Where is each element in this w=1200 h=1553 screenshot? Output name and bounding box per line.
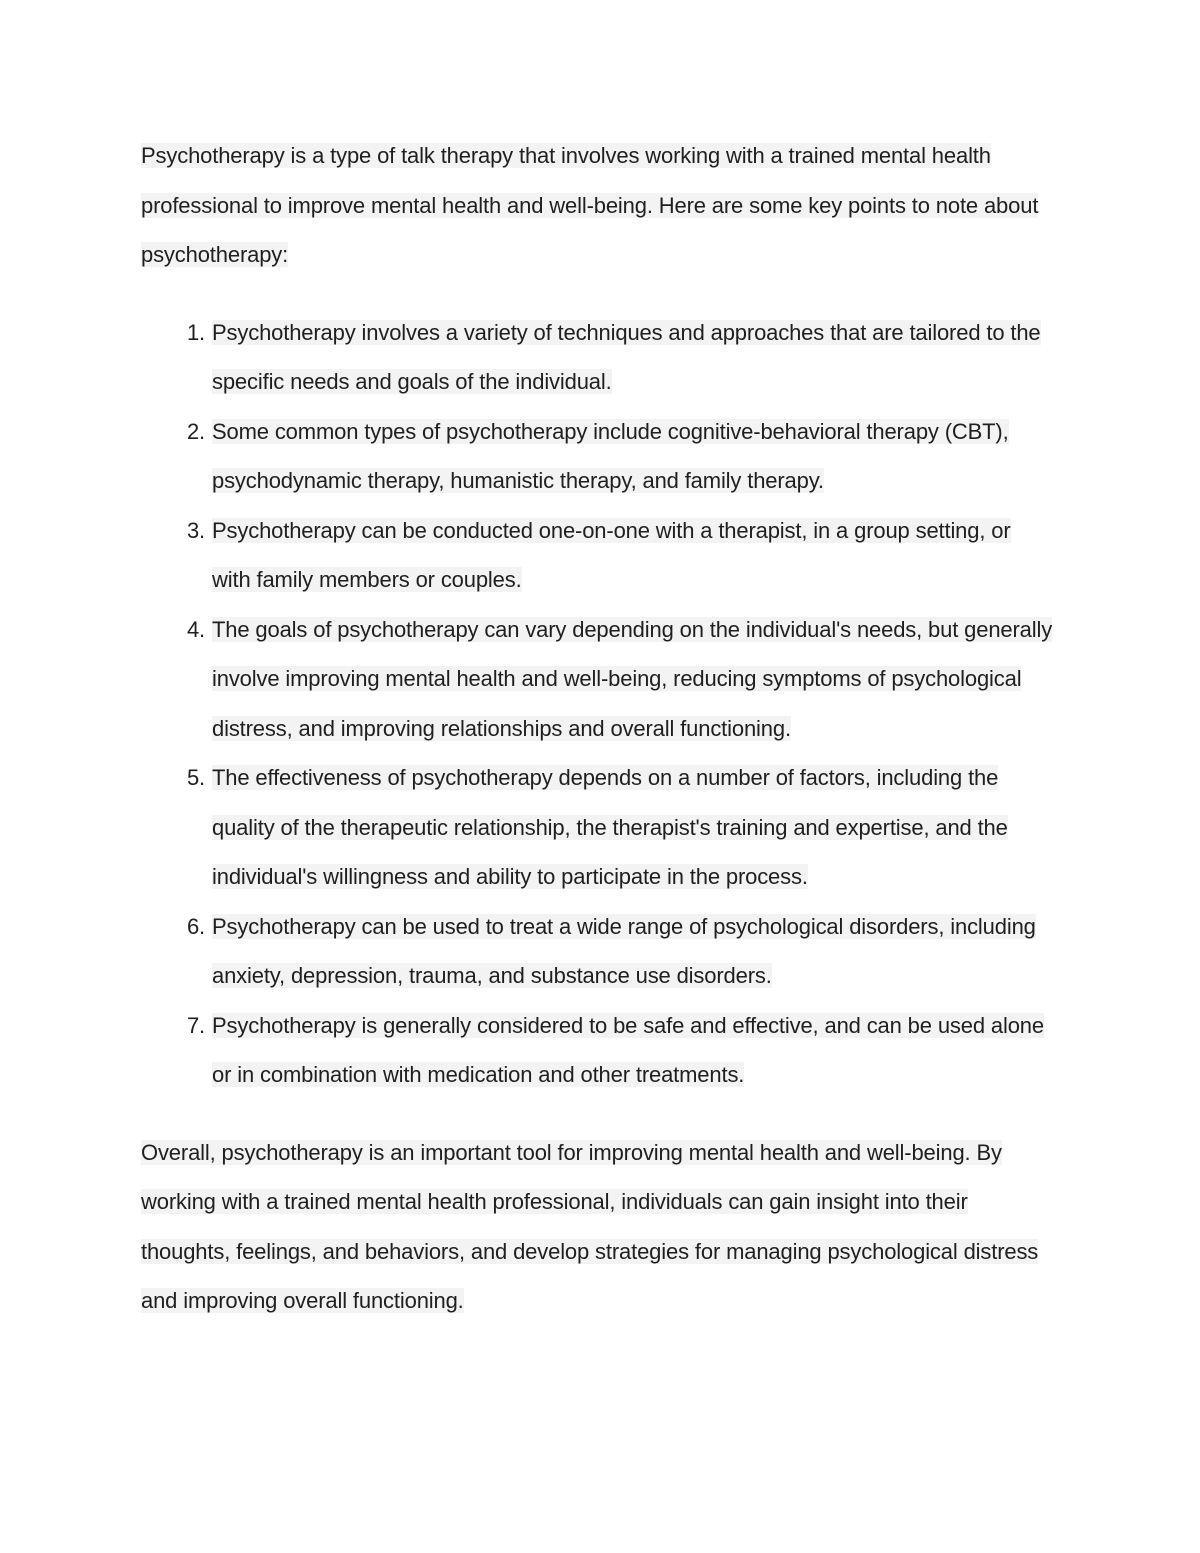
list-item-text: Psychotherapy can be used to treat a wide range of psychological disorders, including anxiety, depression, trauma, and substance use disorders. xyxy=(212,913,1036,988)
document-body xyxy=(141,131,1053,1326)
list-number: 4. xyxy=(186,616,205,642)
list-item-text: Psychotherapy can be conducted one-on-one with a therapist, in a group setting, or with family members or couples. xyxy=(212,517,1011,592)
list-item xyxy=(141,753,1053,902)
conclusion-text: Overall, psychotherapy is an important tool for improving mental health and well-being. By working with a trained mental health professional, individuals can gain insight into their thoughts, feelings, and behaviors, and develop strategies for managing psychological distress and improving overall functioning. xyxy=(141,1139,1039,1313)
list-number: 3. xyxy=(186,517,205,543)
list-item-text: The effectiveness of psychotherapy depends on a number of factors, including the quality of the therapeutic relationship, the therapist's training and expertise, and the individual's willingness and ability to participate in the process. xyxy=(212,765,1008,889)
list-item xyxy=(141,902,1053,1001)
list-number: 7. xyxy=(186,1012,205,1038)
list-item-text: The goals of psychotherapy can vary depending on the individual's needs, but generally involve improving mental health and well-being, reducing symptoms of psychological distress, and improving relationships and overall functioning. xyxy=(212,616,1053,741)
list-item-text: Psychotherapy is generally considered to be safe and effective, and can be used alone or in combination with medication and other treatments. xyxy=(212,1012,1044,1087)
intro-paragraph xyxy=(141,131,1053,280)
list-number: 5. xyxy=(186,765,205,790)
list-item xyxy=(141,407,1053,506)
list-item xyxy=(141,1001,1053,1100)
list-item xyxy=(141,308,1053,407)
list-item xyxy=(141,506,1053,605)
list-item xyxy=(141,605,1053,754)
list-number: 2. xyxy=(186,418,205,444)
list-number: 1. xyxy=(186,319,205,345)
list-item-text: Some common types of psychotherapy include cognitive-behavioral therapy (CBT), psychodynamic therapy, humanistic therapy, and family therapy. xyxy=(212,418,1009,493)
list-number: 6. xyxy=(186,913,205,939)
list-item-text: Psychotherapy involves a variety of techniques and approaches that are tailored to the specific needs and goals of the individual. xyxy=(212,319,1041,394)
intro-text: Psychotherapy is a type of talk therapy that involves working with a trained mental health professional to improve mental health and well-being. Here are some key points to note about psychotherapy: xyxy=(141,143,1039,267)
key-points-list xyxy=(141,308,1053,1100)
conclusion-paragraph xyxy=(141,1128,1053,1326)
